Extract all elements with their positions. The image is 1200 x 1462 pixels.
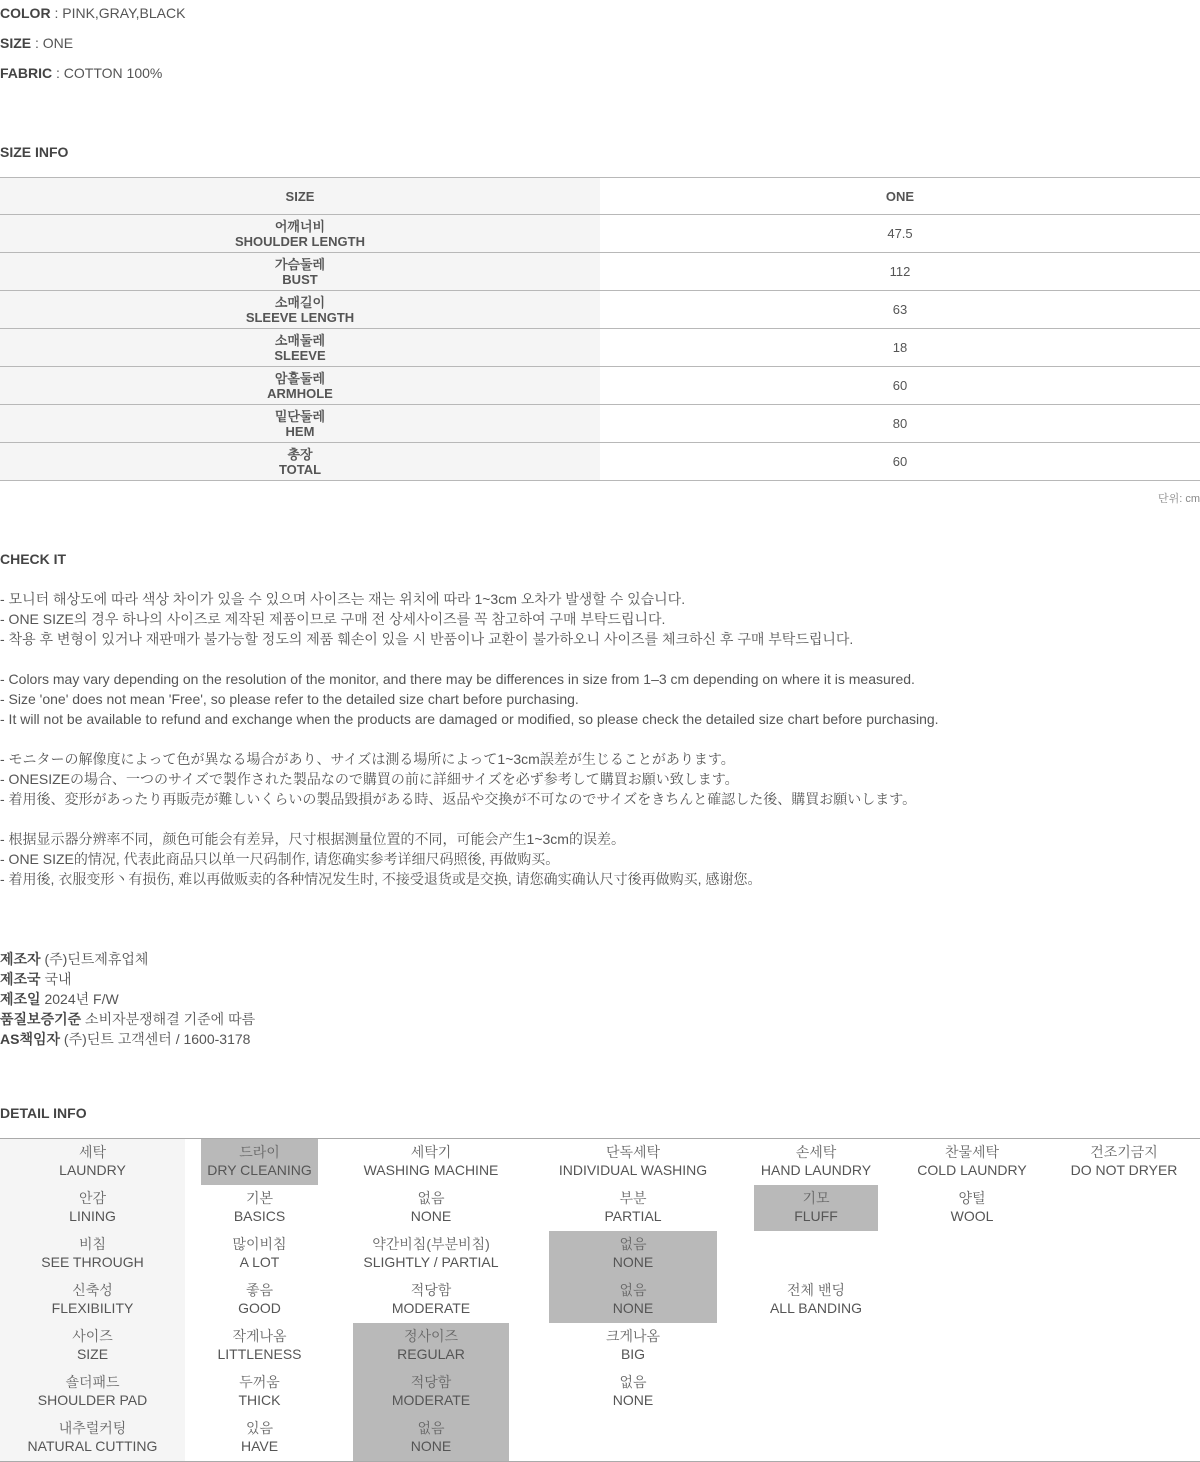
check-it-notes (0, 589, 939, 889)
measure-label (0, 443, 600, 481)
option-en: MODERATE (391, 1300, 471, 1316)
table-row (0, 215, 1200, 253)
detail-label-ko: 안감 (78, 1190, 107, 1206)
spec-fabric-key: FABRIC (0, 65, 53, 81)
note-en: - Colors may vary depending on the resolution of the monitor, and there may be differences in size from 1–3 cm depending on where it is measured. (0, 671, 915, 687)
detail-option (201, 1185, 318, 1231)
note-ja: - 着用後、変形があったり再販売が難しいくらいの製品毀損がある時、返品や交換が不可なのでサイズをきちんと確認した後、購買お願いします。 (0, 791, 917, 807)
spec-size (0, 35, 73, 51)
option-ko: 없음 (619, 1374, 647, 1390)
detail-label-ko: 내추럴커팅 (58, 1420, 127, 1436)
detail-label-en: SEE THROUGH (41, 1254, 144, 1270)
option-en: MODERATE (391, 1392, 471, 1408)
detail-label-en: FLEXIBILITY (51, 1300, 134, 1316)
detail-row-flexibility (0, 1277, 1200, 1323)
detail-row-laundry (0, 1139, 1200, 1185)
note-zh: - 根据显示器分辨率不同，颜色可能会有差异，尺寸根据测量位置的不同，可能会产生1~3cm的误差。 (0, 831, 625, 847)
size-header-value: ONE (600, 178, 1200, 215)
option-en: WOOL (950, 1208, 994, 1224)
detail-option-selected (353, 1369, 509, 1415)
measure-label-ko: 소매둘레 (274, 332, 326, 348)
detail-option-selected (549, 1277, 717, 1323)
detail-option (201, 1369, 318, 1415)
detail-label-ko: 세탁 (78, 1144, 107, 1160)
detail-label-en: SHOULDER PAD (37, 1392, 148, 1408)
note-ko: - ONE SIZE의 경우 하나의 사이즈로 제작된 제품이므로 구매 전 상세사이즈를 꼭 참고하여 구매 부탁드립니다. (0, 611, 666, 627)
table-row (0, 367, 1200, 405)
detail-label (0, 1277, 185, 1323)
option-en: GOOD (238, 1300, 281, 1316)
detail-option (353, 1231, 509, 1277)
option-en: COLD LAUNDRY (917, 1162, 1027, 1178)
option-en: A LOT (239, 1254, 280, 1270)
detail-row-lining (0, 1185, 1200, 1231)
measure-value: 112 (600, 253, 1200, 291)
option-en: LITTLENESS (217, 1346, 302, 1362)
measure-label-ko: 총장 (287, 446, 313, 462)
measure-label (0, 291, 600, 329)
spec-size-value: : ONE (31, 35, 74, 51)
measure-value: 63 (600, 291, 1200, 329)
detail-option-selected (754, 1185, 878, 1231)
option-ko: 세탁기 (410, 1144, 452, 1160)
measure-label-ko: 어깨너비 (274, 218, 326, 234)
option-en: NONE (612, 1392, 654, 1408)
option-ko: 없음 (619, 1282, 647, 1298)
spec-fabric-value: : COTTON 100% (52, 65, 163, 81)
table-row (0, 329, 1200, 367)
option-en: DO NOT DRYER (1070, 1162, 1178, 1178)
option-en: NONE (612, 1300, 654, 1316)
detail-option (201, 1231, 318, 1277)
option-en: NONE (612, 1254, 654, 1270)
table-row (0, 405, 1200, 443)
check-it-title: CHECK IT (0, 551, 67, 567)
detail-option (1064, 1139, 1184, 1185)
option-ko: 약간비침(부분비침) (372, 1236, 490, 1252)
maker-row (0, 949, 255, 969)
option-ko: 단독세탁 (605, 1144, 661, 1160)
measure-value: 47.5 (600, 215, 1200, 253)
measure-label (0, 253, 600, 291)
option-ko: 전체 밴딩 (787, 1282, 845, 1298)
option-en: ALL BANDING (769, 1300, 863, 1316)
detail-row-natural-cutting (0, 1415, 1200, 1461)
size-table (0, 177, 1200, 481)
maker-row (0, 1029, 255, 1049)
detail-option (912, 1185, 1032, 1231)
measure-label-en: ARMHOLE (267, 385, 333, 401)
maker-row (0, 989, 255, 1009)
detail-option (353, 1277, 509, 1323)
detail-label (0, 1369, 185, 1415)
maker-row (0, 1009, 255, 1029)
option-ko: 드라이 (239, 1144, 280, 1160)
measure-label-en: BUST (282, 271, 318, 287)
detail-option (201, 1277, 318, 1323)
size-info-title: SIZE INFO (0, 144, 69, 160)
option-en: REGULAR (397, 1346, 465, 1362)
option-en: THICK (238, 1392, 281, 1408)
option-ko: 기본 (245, 1190, 274, 1206)
measure-label-ko: 가슴둘레 (274, 256, 326, 272)
measure-label-en: HEM (285, 423, 315, 439)
option-ko: 있음 (245, 1420, 274, 1436)
note-ja: - ONESIZEの場合、一つのサイズで製作された製品なので購買の前に詳細サイズを必ず参考して購買お願い致します。 (0, 771, 739, 787)
detail-label-en: SIZE (76, 1346, 109, 1362)
option-ko: 부분 (619, 1190, 647, 1206)
maker-key: AS책임자 (0, 1031, 61, 1047)
option-ko: 없음 (619, 1236, 647, 1252)
detail-label-en: LAUNDRY (59, 1162, 126, 1178)
option-en: FLUFF (794, 1208, 838, 1224)
maker-value: 2024년 F/W (40, 991, 119, 1007)
option-en: PARTIAL (604, 1208, 662, 1224)
option-en: HAVE (240, 1438, 279, 1454)
maker-key: 제조일 (0, 991, 41, 1007)
measure-value: 60 (600, 443, 1200, 481)
detail-option (353, 1139, 509, 1185)
option-ko: 건조기금지 (1090, 1144, 1158, 1160)
detail-option (754, 1139, 878, 1185)
option-ko: 좋음 (245, 1282, 274, 1298)
detail-option-selected (353, 1415, 509, 1461)
detail-label-ko: 비침 (78, 1236, 107, 1252)
note-ko: - 착용 후 변형이 있거나 재판매가 불가능할 정도의 제품 훼손이 있을 시 반품이나 교환이 불가하오니 사이즈를 체크하신 후 구매 부탁드립니다. (0, 631, 854, 647)
detail-option (549, 1323, 717, 1369)
measure-value: 60 (600, 367, 1200, 405)
maker-key: 제조자 (0, 951, 41, 967)
size-table-header (0, 178, 1200, 215)
option-ko: 기모 (802, 1190, 830, 1206)
note-en: - It will not be available to refund and exchange when the products are damaged or modified, so please check the detailed size chart before purchasing. (0, 711, 939, 727)
detail-label-en: LINING (69, 1208, 116, 1224)
detail-label (0, 1185, 185, 1231)
maker-value: 소비자분쟁해결 기준에 따름 (81, 1011, 256, 1027)
size-header-label: SIZE (0, 178, 600, 215)
table-row (0, 443, 1200, 481)
option-en: DRY CLEANING (207, 1162, 312, 1178)
detail-option (754, 1277, 878, 1323)
measure-label (0, 329, 600, 367)
option-ko: 적당함 (410, 1282, 452, 1298)
detail-label (0, 1323, 185, 1369)
note-zh: - 着用後, 衣服变形丶有损伤, 难以再做贩卖的各种情况发生时, 不接受退货或是交换, 请您确实确认尺寸後再做购买, 感谢您。 (0, 871, 762, 887)
detail-option (201, 1323, 318, 1369)
detail-option (549, 1139, 717, 1185)
option-ko: 작게나옴 (232, 1328, 287, 1344)
option-en: INDIVIDUAL WASHING (558, 1162, 708, 1178)
measure-value: 80 (600, 405, 1200, 443)
option-en: BASICS (233, 1208, 286, 1224)
measure-label (0, 367, 600, 405)
maker-value: (주)딘트제휴업체 (40, 951, 149, 967)
detail-option-selected (353, 1323, 509, 1369)
option-ko: 없음 (417, 1420, 445, 1436)
measure-label-ko: 암홀둘레 (274, 370, 326, 386)
detail-option (353, 1185, 509, 1231)
maker-value: 국내 (40, 971, 72, 987)
measure-label (0, 215, 600, 253)
spec-color-value: : PINK,GRAY,BLACK (50, 5, 186, 21)
measure-label (0, 405, 600, 443)
option-ko: 두꺼움 (239, 1374, 280, 1390)
option-en: NONE (410, 1438, 452, 1454)
note-ja: - モニターの解像度によって色が異なる場合があり、サイズは測る場所によって1~3cm誤差が生じることがあります。 (0, 751, 735, 767)
maker-value: (주)딘트 고객센터 / 1600-3178 (60, 1031, 251, 1047)
maker-row (0, 969, 255, 989)
maker-key: 품질보증기준 (0, 1011, 82, 1027)
detail-option (912, 1139, 1032, 1185)
option-en: WASHING MACHINE (363, 1162, 499, 1178)
table-row (0, 253, 1200, 291)
measure-label-en: SLEEVE LENGTH (245, 309, 355, 325)
detail-option (549, 1369, 717, 1415)
option-ko: 크게나옴 (605, 1328, 661, 1344)
detail-info-title: DETAIL INFO (0, 1105, 87, 1121)
detail-label (0, 1415, 185, 1461)
detail-grid (0, 1138, 1200, 1462)
option-en: SLIGHTLY / PARTIAL (363, 1254, 499, 1270)
note-zh: - ONE SIZE的情况, 代表此商品只以单一尺码制作, 请您确实参考详细尺码照後, 再做购买。 (0, 851, 560, 867)
maker-key: 제조국 (0, 971, 41, 987)
note-en: - Size 'one' does not mean 'Free', so please refer to the detailed size chart before purchasing. (0, 691, 579, 707)
measure-label-ko: 밑단둘레 (274, 408, 326, 424)
detail-row-shoulder-pad (0, 1369, 1200, 1415)
option-en: HAND LAUNDRY (760, 1162, 872, 1178)
unit-note: 단위: cm (1157, 493, 1200, 505)
measure-label-ko: 소매길이 (274, 294, 326, 310)
spec-size-key: SIZE (0, 35, 32, 51)
measure-label-en: SHOULDER LENGTH (235, 233, 365, 249)
option-ko: 찬물세탁 (944, 1144, 1000, 1160)
detail-option-selected (201, 1139, 318, 1185)
detail-option-selected (549, 1231, 717, 1277)
detail-label-ko: 사이즈 (72, 1328, 113, 1344)
measure-label-en: SLEEVE (274, 347, 326, 363)
detail-label-en: NATURAL CUTTING (27, 1438, 158, 1454)
option-ko: 정사이즈 (403, 1328, 459, 1344)
measure-value: 18 (600, 329, 1200, 367)
detail-option (549, 1185, 717, 1231)
option-ko: 많이비침 (232, 1236, 287, 1252)
option-ko: 양털 (958, 1190, 986, 1206)
spec-color-key: COLOR (0, 5, 51, 21)
option-ko: 손세탁 (795, 1144, 837, 1160)
table-row (0, 291, 1200, 329)
detail-label (0, 1231, 185, 1277)
detail-label-ko: 숄더패드 (65, 1374, 120, 1390)
option-ko: 없음 (417, 1190, 445, 1206)
spec-color (0, 5, 185, 21)
option-en: NONE (410, 1208, 452, 1224)
detail-label (0, 1139, 185, 1185)
detail-row-size (0, 1323, 1200, 1369)
spec-fabric (0, 65, 162, 81)
maker-info (0, 949, 255, 1049)
detail-row-see-through (0, 1231, 1200, 1277)
detail-option (201, 1415, 318, 1461)
measure-label-en: TOTAL (278, 461, 322, 477)
note-ko: - 모니터 해상도에 따라 색상 차이가 있을 수 있으며 사이즈는 재는 위치에 따라 1~3cm 오차가 발생할 수 있습니다. (0, 591, 686, 607)
detail-label-ko: 신축성 (72, 1282, 113, 1298)
option-en: BIG (620, 1346, 646, 1362)
option-ko: 적당함 (410, 1374, 452, 1390)
